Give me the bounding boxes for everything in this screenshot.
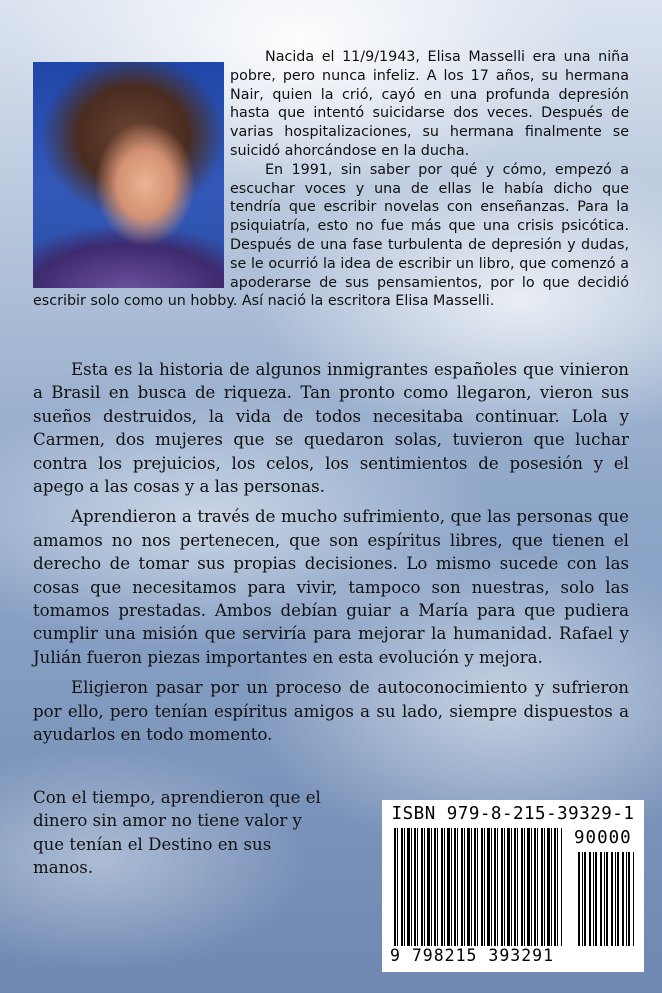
bio-paragraph-2: En 1991, sin saber por qué y cómo, empezó a escuchar voces y una de ellas le había dicho que tendría que escribir novelas con enseñanzas. Para la psiquiatría, esto no fue más que una crisis psicótica. Después de una fase turbulenta de depresión y dudas, se le ocurrió la idea de escribir un libro, que comenzó a apoderarse de sus pensamientos, por lo que decidió escribir solo como un hobby. Así nació la escritora Elisa Masselli.: [33, 161, 629, 310]
ean-bars: [394, 828, 562, 946]
story-synopsis: [33, 358, 629, 754]
addon-bars: [578, 852, 634, 946]
photo-spacer: [33, 48, 230, 292]
author-bio: [33, 48, 629, 311]
ean-number: 9 798215 393291: [390, 946, 555, 965]
story-closing: Con el tiempo, aprendieron que el dinero sin amor no tiene valor y que tenían el Destino en sus manos.: [33, 788, 321, 878]
story-paragraph-3: Eligieron pasar por un proceso de autoconocimiento y sufrieron por ello, pero tenían espíritus amigos a su lado, siempre dispuestos a ayudarlos en todo momento.: [33, 678, 629, 745]
addon-number: 90000: [574, 828, 632, 848]
story-paragraph-1: Esta es la historia de algunos inmigrantes españoles que vinieron a Brasil en busca de riqueza. Tan pronto como llegaron, vieron sus sueños destruidos, la vida de todos necesitaba continuar. Lola y Carmen, dos mujeres que se quedaron solas, tuvieron que luchar contra los prejuicios, los celos, los sentimientos de posesión y el apego a las cosas y a las personas.: [33, 360, 629, 497]
barcode-graphic: [388, 828, 638, 965]
isbn-barcode: [382, 800, 644, 972]
bio-paragraph-1: Nacida el 11/9/1943, Elisa Masselli era una niña pobre, pero nunca infeliz. A los 17 años, su hermana Nair, quien la crió, cayó en una profunda depresión hasta que intentó suicidarse dos veces. Después de varias hospitalizaciones, su hermana finalmente se suicidó ahorcándose en la ducha.: [230, 49, 629, 159]
isbn-label: ISBN 979-8-215-39329-1: [391, 804, 635, 824]
story-paragraph-2: Aprendieron a través de mucho sufrimiento, que las personas que amamos no nos pertenecen, que son espíritus libres, que tienen el derecho de tomar sus propias decisiones. Lo mismo sucede con las cosas que necesitamos para vivir, tampoco son nuestras, solo las tomamos prestadas. Ambos debían guiar a María para que pudiera cumplir una misión que serviría para mejorar la humanidad. Rafael y Julián fueron piezas importantes en esta evolución y mejora.: [33, 507, 629, 667]
